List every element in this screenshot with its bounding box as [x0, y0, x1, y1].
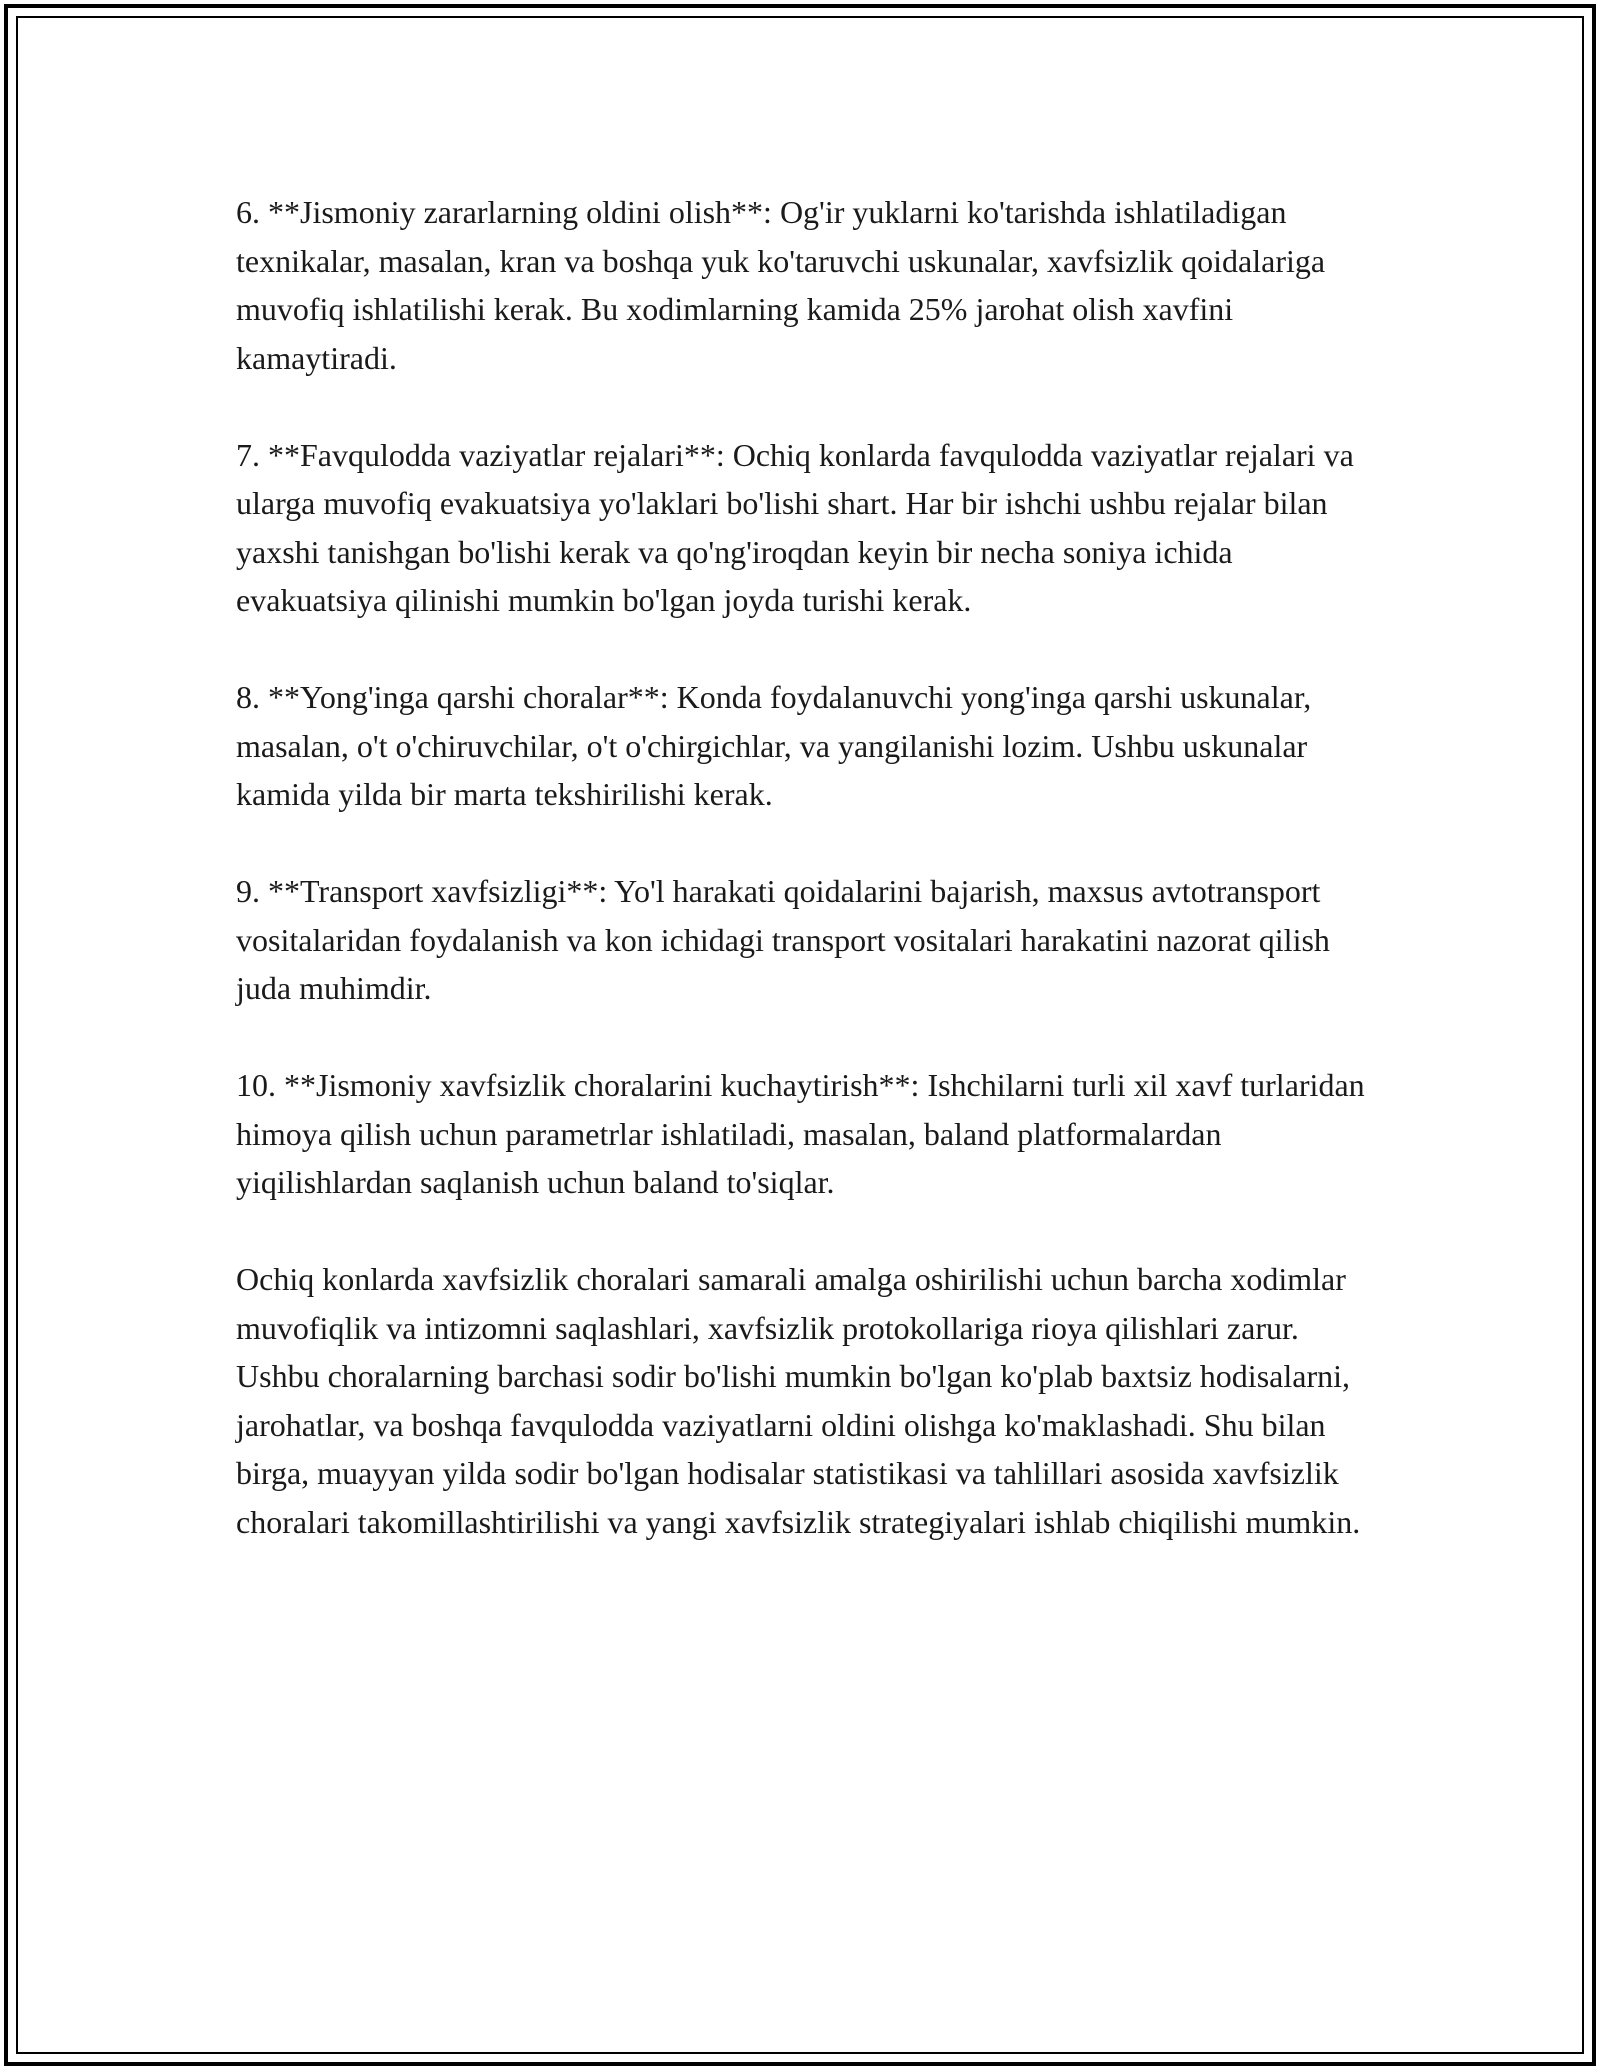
paragraph-conclusion: Ochiq konlarda xavfsizlik choralari samarali amalga oshirilishi uchun barcha xodimlar muvofiqlik va intizomni saqlashlari, xavfsizlik protokollariga rioya qilishlari zarur. Ushbu choralarning barchasi sodir bo'lishi mumkin bo'lgan ko'plab baxtsiz hodisalarni, jarohatlar, va boshqa favqulodda vaziyatlarni oldini olishga ko'maklashadi. Shu bilan birga, muayyan yilda sodir bo'lgan hodisalar statistikasi va tahlillari asosida xavfsizlik choralari takomillashtirilishi va yangi xavfsizlik strategiyalari ishlab chiqilishi mumkin. [236, 1261, 1361, 1540]
document-body [236, 188, 1376, 1595]
paragraph-item-9: 9. **Transport xavfsizligi**: Yo'l harakati qoidalarini bajarish, maxsus avtotransport vositalaridan foydalanish va kon ichidagi transport vositalari harakatini nazorat qilish juda muhimdir. [236, 873, 1330, 1006]
paragraph-item-10: 10. **Jismoniy xavfsizlik choralarini kuchaytirish**: Ishchilarni turli xil xavf turlaridan himoya qilish uchun parametrlar ishlatiladi, masalan, baland platformalardan yiqilishlardan saqlanish uchun baland to'siqlar. [236, 1067, 1365, 1200]
paragraph-item-6: 6. **Jismoniy zararlarning oldini olish**: Og'ir yuklarni ko'tarishda ishlatiladigan texnikalar, masalan, kran va boshqa yuk ko'taruvchi uskunalar, xavfsizlik qoidalariga muvofiq ishlatilishi kerak. Bu xodimlarning kamida 25% jarohat olish xavfini kamaytiradi. [236, 194, 1326, 376]
paragraph-item-7: 7. **Favqulodda vaziyatlar rejalari**: Ochiq konlarda favqulodda vaziyatlar rejalari va ularga muvofiq evakuatsiya yo'laklari bo'lishi shart. Har bir ishchi ushbu rejalar bilan yaxshi tanishgan bo'lishi kerak va qo'ng'iroqdan keyin bir necha soniya ichida evakuatsiya qilinishi mumkin bo'lgan joyda turishi kerak. [236, 436, 1354, 618]
paragraph-item-8: 8. **Yong'inga qarshi choralar**: Konda foydalanuvchi yong'inga qarshi uskunalar, masalan, o't o'chiruvchilar, o't o'chirgichlar, va yangilanishi lozim. Ushbu uskunalar kamida yilda bir marta tekshirilishi kerak. [236, 679, 1312, 812]
